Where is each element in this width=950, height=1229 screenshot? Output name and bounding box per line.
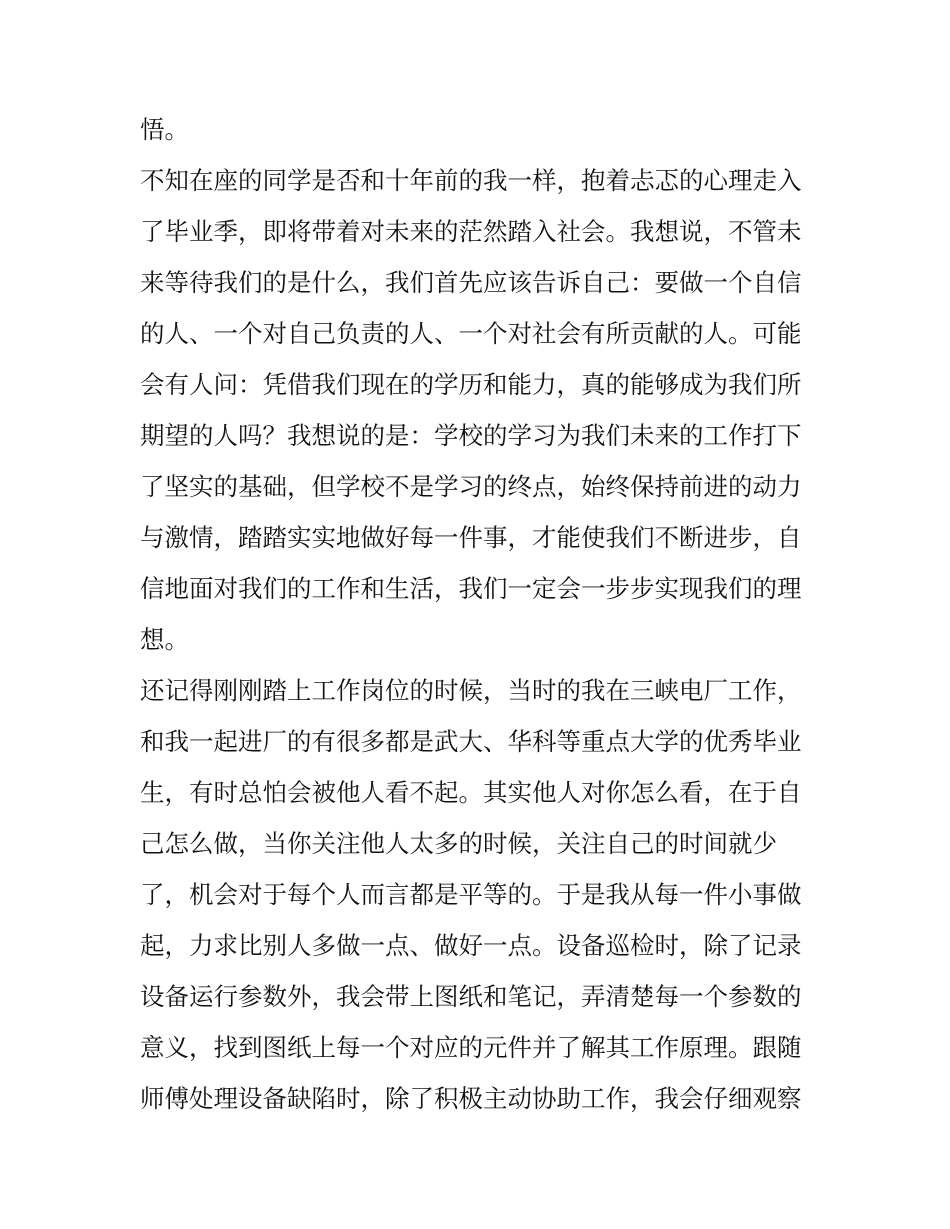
text-line: 起，力求比别人多做一点、做好一点。设备巡检时，除了记录: [140, 931, 802, 960]
text-line: 和我一起进厂的有很多都是武大、华科等重点大学的优秀毕业: [140, 727, 802, 756]
text-line: 的人、一个对自己负责的人、一个对社会有所贡献的人。可能: [140, 319, 802, 348]
text-line: 设备运行参数外，我会带上图纸和笔记，弄清楚每一个参数的: [140, 982, 802, 1011]
text-line: 期望的人吗？我想说的是：学校的学习为我们未来的工作打下: [140, 421, 802, 450]
text-line: 不知在座的同学是否和十年前的我一样，抱着忐忑的心理走入: [140, 166, 802, 195]
text-line: 与激情，踏踏实实地做好每一件事，才能使我们不断进步，自: [140, 523, 802, 552]
text-line: 生，有时总怕会被他人看不起。其实他人对你怎么看，在于自: [140, 778, 802, 807]
text-line: 了，机会对于每个人而言都是平等的。于是我从每一件小事做: [140, 880, 802, 909]
text-line: 会有人问：凭借我们现在的学历和能力，真的能够成为我们所: [140, 370, 802, 399]
text-line: 悟。: [140, 115, 189, 144]
text-line: 还记得刚刚踏上工作岗位的时候，当时的我在三峡电厂工作，: [140, 676, 802, 705]
text-line: 信地面对我们的工作和生活，我们一定会一步步实现我们的理: [140, 574, 802, 603]
body-text: [140, 104, 820, 1124]
text-line: 来等待我们的是什么，我们首先应该告诉自己：要做一个自信: [140, 268, 802, 297]
text-line: 了毕业季，即将带着对未来的茫然踏入社会。我想说，不管未: [140, 217, 802, 246]
text-line: 己怎么做，当你关注他人太多的时候，关注自己的时间就少: [140, 829, 777, 858]
text-line: 了坚实的基础，但学校不是学习的终点，始终保持前进的动力: [140, 472, 802, 501]
text-line: 意义，找到图纸上每一个对应的元件并了解其工作原理。跟随: [140, 1033, 802, 1062]
text-line: 想。: [140, 625, 189, 654]
text-line: 师傅处理设备缺陷时，除了积极主动协助工作，我会仔细观察: [140, 1084, 802, 1113]
